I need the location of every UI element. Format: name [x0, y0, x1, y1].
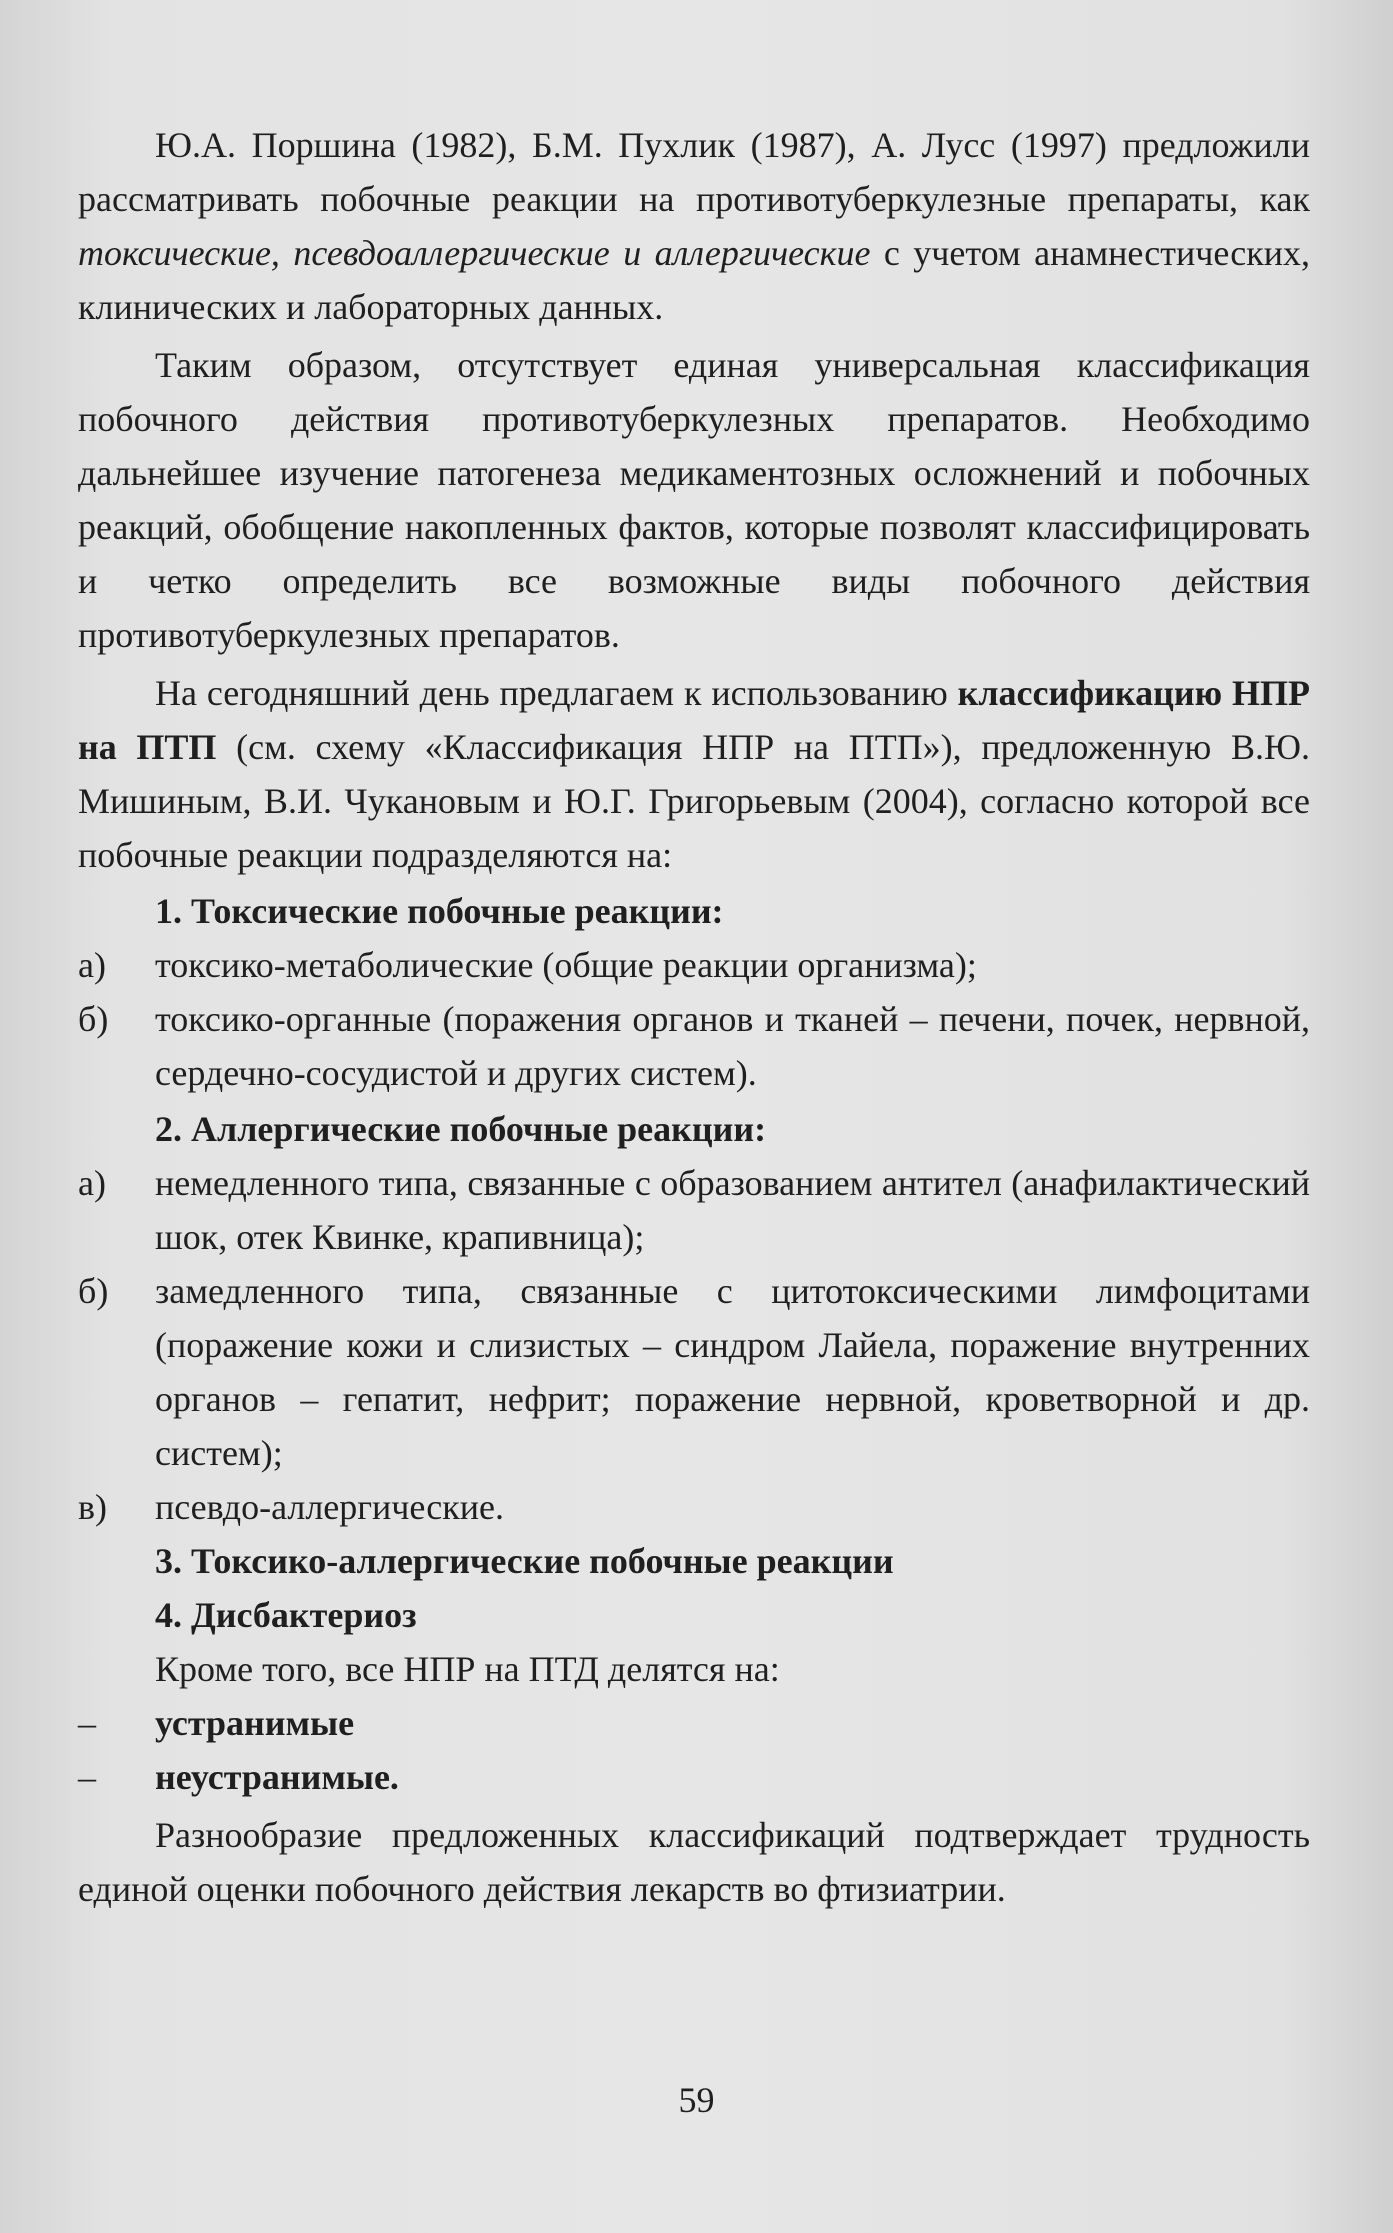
paragraph-3-text-b: (см. схему «Классификация НПР на ПТП»), предложенную В.Ю. Мишиным, В.И. Чукановым и Ю.Г. Григорьевым (2004), согласно которой все побочные реакции подразделяются на:	[78, 727, 1311, 875]
also-intro: Кроме того, все НПР на ПТД делятся на:	[155, 1649, 780, 1689]
item-text: немедленного типа, связанные с образованием антител (анафилактический шок, отек Квинке, крапивница);	[155, 1163, 1310, 1257]
paragraph-2: Таким образом, отсутствует единая универсальная классификация побочного действия противотуберкулезных препаратов. Необходимо дальнейшее изучение патогенеза медикаментозных осложнений и побочных реакций, обобщение накопленных фактов, которые позволят классифицировать и четко определить все возможные виды побочного действия противотуберкулезных препаратов.	[78, 345, 1310, 655]
item-text: псевдо-аллергические.	[155, 1487, 504, 1527]
section-2-item-a	[78, 1156, 1310, 1264]
item-text: замедленного типа, связанные с цитотоксическими лимфоцитами (поражение кожи и слизистых – синдром Лайела, поражение внутренних органов – гепатит, нефрит; поражение нервной, кроветворной и др. систем);	[155, 1271, 1310, 1473]
page-number: 59	[678, 2080, 715, 2120]
dash-marker: –	[78, 1703, 96, 1743]
section-2-heading: 2. Аллергические побочные реакции:	[155, 1109, 767, 1149]
item-text: неустранимые.	[155, 1757, 399, 1797]
item-marker: в)	[78, 1487, 107, 1527]
conclusion-paragraph: Разнообразие предложенных классификаций подтверждает трудность единой оценки побочного действия лекарств во фтизиатрии.	[78, 1815, 1310, 1909]
item-text: токсико-органные (поражения органов и тканей – печени, почек, нервной, сердечно-сосудистой и других систем).	[155, 999, 1310, 1093]
section-4-heading: 4. Дисбактериоз	[155, 1595, 417, 1635]
also-item-removable	[78, 1696, 1310, 1750]
paragraph-1-italic: токсические, псевдоаллергические и аллергические	[78, 233, 871, 273]
item-marker: б)	[78, 999, 109, 1039]
item-marker: а)	[78, 1163, 106, 1203]
section-3-heading: 3. Токсико-аллергические побочные реакции	[155, 1541, 894, 1581]
paragraph-3-text-a: На сегодняшний день предлагаем к использованию	[155, 673, 958, 713]
section-1-item-a	[78, 938, 1310, 992]
item-text: токсико-метаболические (общие реакции организма);	[155, 945, 977, 985]
also-item-irremovable	[78, 1750, 1310, 1804]
item-text: устранимые	[155, 1703, 355, 1743]
item-marker: б)	[78, 1271, 109, 1311]
section-2-item-c	[78, 1480, 1310, 1534]
item-marker: а)	[78, 945, 106, 985]
page-body	[78, 118, 1310, 1916]
paragraph-3	[78, 666, 1310, 882]
dash-marker: –	[78, 1757, 96, 1797]
paragraph-3-bold: классификацию НПР на ПТП	[78, 673, 1310, 767]
paragraph-1	[78, 118, 1310, 334]
section-2-item-b	[78, 1264, 1310, 1480]
section-1-item-b	[78, 992, 1310, 1100]
section-1-heading: 1. Токсические побочные реакции:	[155, 891, 724, 931]
paragraph-1-text-b: с учетом анамнестических, клинических и лабораторных данных.	[78, 233, 1310, 327]
paragraph-1-text-a: Ю.А. Поршина (1982), Б.М. Пухлик (1987), А. Лусс (1997) предложили рассматривать побочные реакции на противотуберкулезные препараты, как	[78, 125, 1310, 219]
